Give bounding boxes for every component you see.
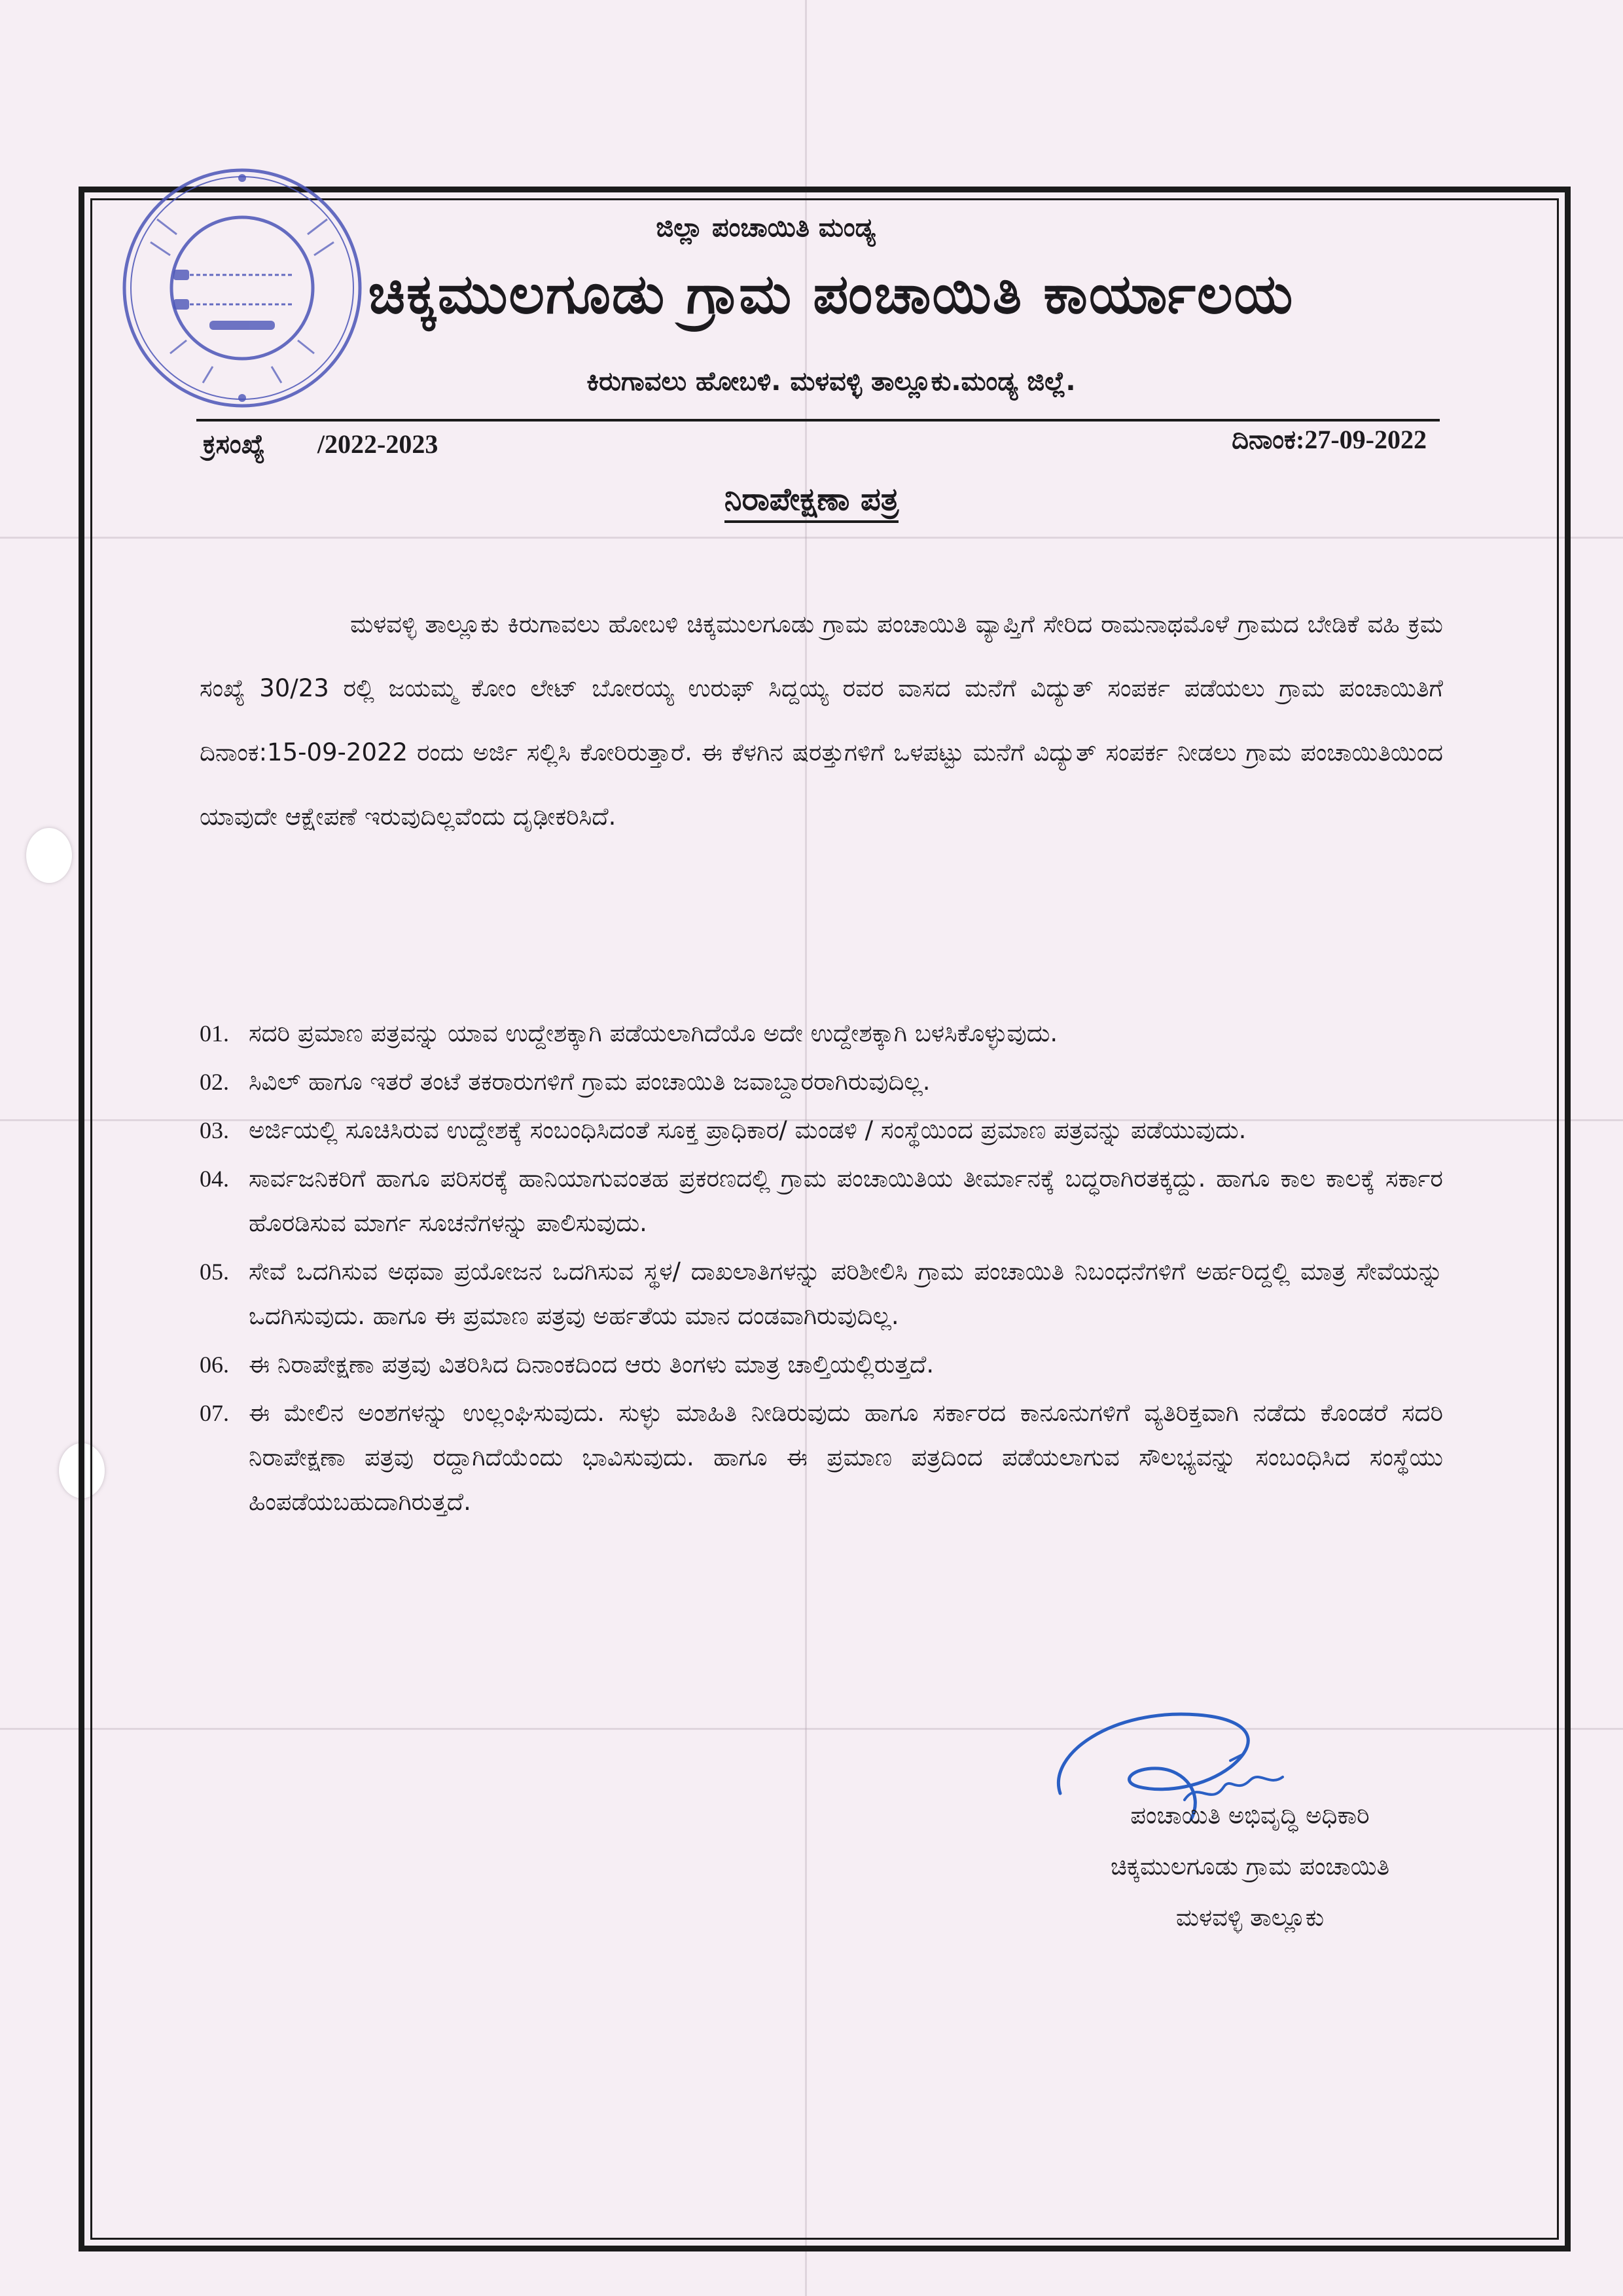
condition-number: 04.: [200, 1166, 229, 1192]
punch-hole: [26, 828, 72, 883]
condition-text: ಸೇವೆ ಒದಗಿಸುವ ಅಥವಾ ಪ್ರಯೋಜನ ಒದಗಿಸುವ ಸ್ಥಳ/ ದಾಖಲಾತಿಗಳನ್ನು ಪರಿಶೀಲಿಸಿ ಗ್ರಾಮ ಪಂಚಾಯಿತಿ ನಿಬಂಧನೆಗಳಿಗೆ ಅರ್ಹರಿದ್ದಲ್ಲಿ ಮಾತ್ರ ಸೇವೆಯನ್ನು ಒದಗಿಸುವುದು. ಹಾಗೂ ಈ ಪ್ರಮಾಣ ಪತ್ರವು ಅರ್ಹತೆಯ ಮಾನ ದಂಡವಾಗಿರುವುದಿಲ್ಲ.: [249, 1257, 1443, 1330]
office-title: ಚಿಕ್ಕಮುಲಗೂಡು ಗ್ರಾಮ ಪಂಚಾಯಿತಿ ಕಾರ್ಯಾಲಯ: [368, 262, 1294, 326]
signatory-office: ಚಿಕ್ಕಮುಲಗೂಡು ಗ್ರಾಮ ಪಂಚಾಯಿತಿ: [1110, 1852, 1390, 1880]
condition-item: [200, 1011, 1443, 1056]
condition-number: 05.: [200, 1259, 229, 1285]
issue-date: ದಿನಾಂಕ:27-09-2022: [1232, 425, 1427, 454]
condition-number: 03.: [200, 1117, 229, 1143]
condition-number: 02.: [200, 1069, 229, 1095]
condition-text: ಸದರಿ ಪ್ರಮಾಣ ಪತ್ರವನ್ನು ಯಾವ ಉದ್ದೇಶಕ್ಕಾಗಿ ಪಡೆಯಲಾಗಿದೆಯೊ ಅದೇ ಉದ್ದೇಶಕ್ಕಾಗಿ ಬಳಸಿಕೊಳ್ಳುವುದು.: [249, 1019, 1058, 1047]
conditions-list: [200, 1011, 1443, 1528]
condition-text: ಸಿವಿಲ್ ಹಾಗೂ ಇತರೆ ತಂಟೆ ತಕರಾರುಗಳಿಗೆ ಗ್ರಾಮ ಪಂಚಾಯಿತಿ ಜವಾಬ್ದಾರರಾಗಿರುವುದಿಲ್ಲ.: [249, 1067, 931, 1096]
condition-text: ಈ ನಿರಾಪೇಕ್ಷಣಾ ಪತ್ರವು ವಿತರಿಸಿದ ದಿನಾಂಕದಿಂದ ಆರು ತಿಂಗಳು ಮಾತ್ರ ಚಾಲ್ತಿಯಲ್ಲಿರುತ್ತದೆ.: [249, 1350, 935, 1378]
condition-item: [200, 1157, 1443, 1246]
reference-label: ಕ್ರಸಂಖ್ಯೆ: [203, 429, 265, 459]
condition-item: [200, 1108, 1443, 1153]
condition-item: [200, 1342, 1443, 1387]
reference-value: /2022-2023: [317, 429, 438, 459]
body-paragraph: ಮಳವಳ್ಳಿ ತಾಲ್ಲೂಕು ಕಿರುಗಾವಲು ಹೋಬಳಿ ಚಿಕ್ಕಮುಲಗೂಡು ಗ್ರಾಮ ಪಂಚಾಯಿತಿ ವ್ಯಾಪ್ತಿಗೆ ಸೇರಿದ ರಾಮನಾಥಮೊಳೆ ಗ್ರಾಮದ ಬೇಡಿಕೆ ವಹಿ ಕ್ರಮ ಸಂಖ್ಯೆ 30/23 ರಲ್ಲಿ ಜಯಮ್ಮ ಕೋಂ ಲೇಟ್ ಬೋರಯ್ಯ ಉರುಫ್ ಸಿದ್ದಯ್ಯ ರವರ ವಾಸದ ಮನೆಗೆ ವಿದ್ಯುತ್ ಸಂಪರ್ಕ ಪಡೆಯಲು ಗ್ರಾಮ ಪಂಚಾಯಿತಿಗೆ ದಿನಾಂಕ:15-09-2022 ರಂದು ಅರ್ಜಿ ಸಲ್ಲಿಸಿ ಕೋರಿರುತ್ತಾರೆ. ಈ ಕೆಳಗಿನ ಷರತ್ತುಗಳಿಗೆ ಒಳಪಟ್ಟು ಮನೆಗೆ ವಿದ್ಯುತ್ ಸಂಪರ್ಕ ನೀಡಲು ಗ್ರಾಮ ಪಂಚಾಯಿತಿಯಿಂದ ಯಾವುದೇ ಆಕ್ಷೇಪಣೆ ಇರುವುದಿಲ್ಲವೆಂದು ದೃಢೀಕರಿಸಿದೆ.: [200, 610, 1443, 831]
document-title-text: ನಿರಾಪೇಕ್ಷಣಾ ಪತ್ರ: [724, 481, 899, 523]
signatory-designation: ಪಂಚಾಯಿತಿ ಅಭಿವೃದ್ಧಿ ಅಧಿಕಾರಿ: [1130, 1801, 1370, 1829]
condition-item: [200, 1249, 1443, 1338]
signature-block: [1021, 1790, 1479, 1943]
reference-number: [203, 429, 438, 459]
document-title: [0, 481, 1623, 518]
office-address: ಕಿರುಗಾವಲು ಹೋಬಳಿ. ಮಳವಳ್ಳಿ ತಾಲ್ಲೂಕು.ಮಂಡ್ಯ ಜಿಲ್ಲೆ.: [586, 367, 1076, 397]
condition-number: 01.: [200, 1020, 229, 1047]
condition-number: 07.: [200, 1400, 229, 1426]
condition-item: [200, 1060, 1443, 1104]
header-divider: [196, 419, 1440, 422]
condition-item: [200, 1391, 1443, 1524]
signatory-taluk: ಮಳವಳ್ಳಿ ತಾಲ್ಲೂಕು: [1175, 1903, 1325, 1931]
condition-text: ಈ ಮೇಲಿನ ಅಂಶಗಳನ್ನು ಉಲ್ಲಂಘಿಸುವುದು. ಸುಳ್ಳು ಮಾಹಿತಿ ನೀಡಿರುವುದು ಹಾಗೂ ಸರ್ಕಾರದ ಕಾನೂನುಗಳಿಗೆ ವ್ಯತಿರಿಕ್ತವಾಗಿ ನಡೆದು ಕೊಂಡರೆ ಸದರಿ ನಿರಾಪೇಕ್ಷಣಾ ಪತ್ರವು ರದ್ದಾಗಿದೆಯೆಂದು ಭಾವಿಸುವುದು. ಹಾಗೂ ಈ ಪ್ರಮಾಣ ಪತ್ರದಿಂದ ಪಡೆಯಲಾಗುವ ಸೌಲಭ್ಯವನ್ನು ಸಂಬಂಧಿಸಿದ ಸಂಸ್ಥೆಯು ಹಿಂಪಡೆಯಬಹುದಾಗಿರುತ್ತದೆ.: [249, 1399, 1443, 1516]
condition-text: ಸಾರ್ವಜನಿಕರಿಗೆ ಹಾಗೂ ಪರಿಸರಕ್ಕೆ ಹಾನಿಯಾಗುವಂತಹ ಪ್ರಕರಣದಲ್ಲಿ ಗ್ರಾಮ ಪಂಚಾಯಿತಿಯ ತೀರ್ಮಾನಕ್ಕೆ ಬದ್ಧರಾಗಿರತಕ್ಕದ್ದು. ಹಾಗೂ ಕಾಲ ಕಾಲಕ್ಕೆ ಸರ್ಕಾರ ಹೊರಡಿಸುವ ಮಾರ್ಗ ಸೂಚನೆಗಳನ್ನು ಪಾಲಿಸುವುದು.: [249, 1164, 1443, 1237]
condition-number: 06.: [200, 1352, 229, 1378]
district-line: ಜಿಲ್ಲಾ ಪಂಚಾಯಿತಿ ಮಂಡ್ಯ: [656, 213, 876, 243]
condition-text: ಅರ್ಜಿಯಲ್ಲಿ ಸೂಚಿಸಿರುವ ಉದ್ದೇಶಕ್ಕೆ ಸಂಬಂಧಿಸಿದಂತೆ ಸೂಕ್ತ ಪ್ರಾಧಿಕಾರ/ ಮಂಡಳಿ / ಸಂಸ್ಥೆಯಿಂದ ಪ್ರಮಾಣ ಪತ್ರವನ್ನು ಪಡೆಯುವುದು.: [249, 1116, 1247, 1144]
